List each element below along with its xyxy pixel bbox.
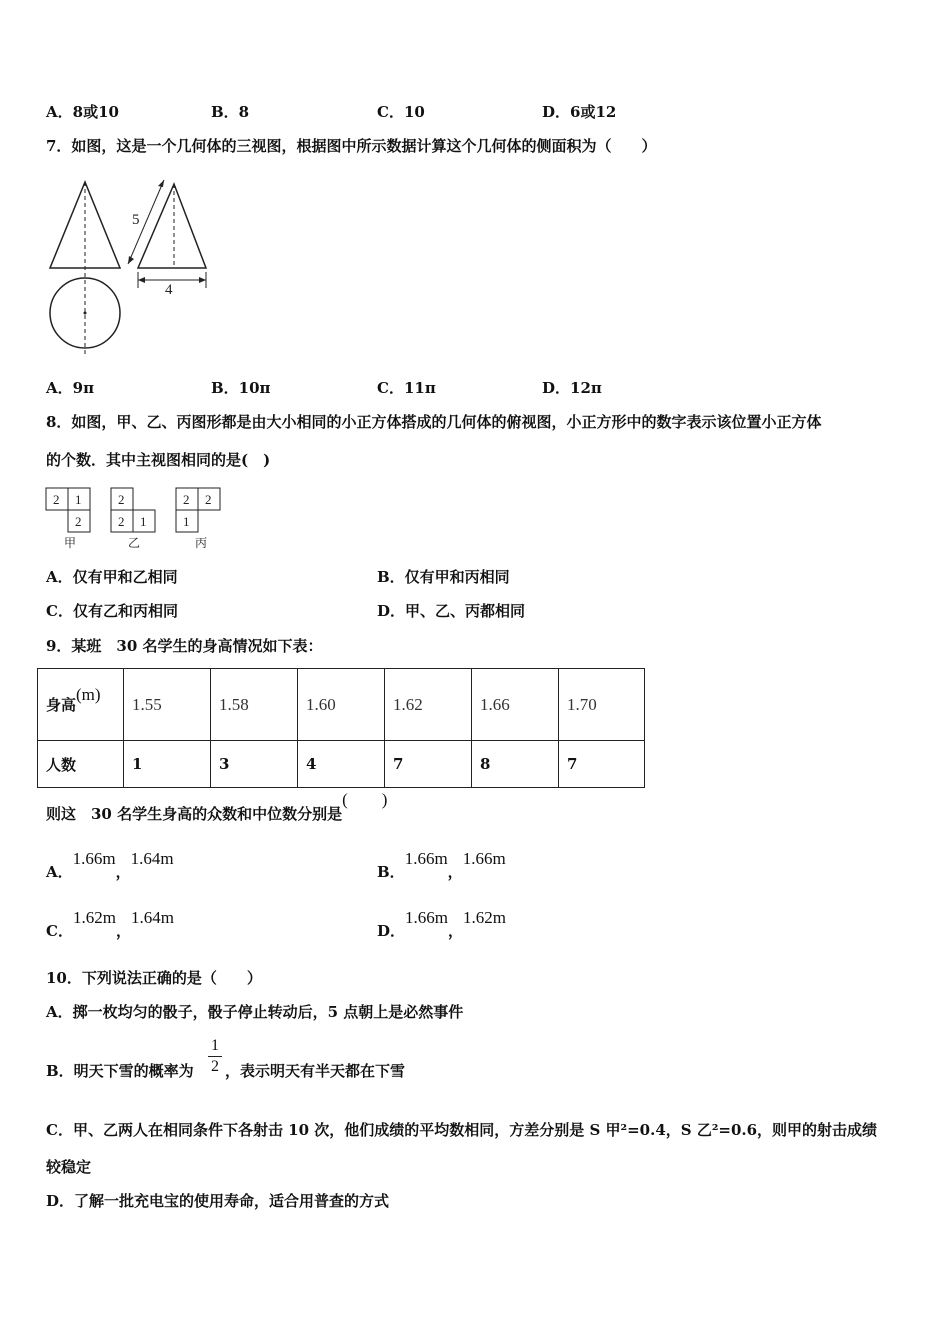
top-view-center bbox=[84, 312, 87, 315]
q8-stem-line2: 的个数．其中主视图相同的是( ) bbox=[46, 451, 271, 469]
q7-option-d: D．12π bbox=[542, 379, 602, 397]
q10-option-c-line2: 较稳定 bbox=[46, 1158, 92, 1176]
q10-stem: 10．下列说法正确的是（ ） bbox=[46, 969, 262, 987]
q9-option-a-v2: 1.64m bbox=[130, 849, 174, 868]
q7-option-a: A．9π bbox=[46, 379, 95, 397]
count-cell: 3 bbox=[211, 741, 298, 788]
height-cell: 1.60 bbox=[298, 669, 385, 741]
slant-label: 5 bbox=[132, 212, 140, 228]
q10-option-a: A．掷一枚均匀的骰子，骰子停止转动后，5 点朝上是必然事件 bbox=[46, 1003, 464, 1021]
q9-option-b-v1: 1.66m bbox=[404, 849, 448, 868]
height-table bbox=[37, 668, 645, 788]
table-row-heights bbox=[38, 669, 645, 741]
count-cell: 8 bbox=[472, 741, 559, 788]
jia-top-right-count: 1 bbox=[75, 492, 82, 507]
q9-option-d-letter: D． bbox=[377, 922, 406, 940]
count-cell: 1 bbox=[124, 741, 211, 788]
bing-top-left-count: 2 bbox=[183, 492, 190, 507]
q7-option-b: B．10π bbox=[211, 379, 271, 397]
bing-top-right-count: 2 bbox=[205, 492, 212, 507]
q6-option-d: D．6或12 bbox=[542, 103, 617, 121]
q9-option-d-v2: 1.62m bbox=[463, 908, 506, 927]
base-label: 4 bbox=[165, 282, 173, 298]
q7-three-view-figure bbox=[40, 172, 230, 362]
q10-option-c-line1: C．甲、乙两人在相同条件下各射击 10 次，他们成绩的平均数相同，方差分别是 S 甲²=0.4，S 乙²=0.6，则甲的射击成绩 bbox=[46, 1121, 878, 1139]
q8-top-views-figure bbox=[40, 484, 240, 554]
height-cell: 1.55 bbox=[124, 669, 211, 741]
count-cell: 4 bbox=[298, 741, 385, 788]
fraction-bar bbox=[208, 1056, 222, 1057]
height-cell: 1.70 bbox=[559, 669, 645, 741]
q8-option-a: A．仅有甲和乙相同 bbox=[46, 568, 178, 586]
jia-top-left-count: 2 bbox=[53, 492, 60, 507]
table-row-counts bbox=[38, 741, 645, 788]
q8-option-d: D．甲、乙、丙都相同 bbox=[377, 602, 526, 620]
q9-question-paren: ( ) bbox=[342, 790, 388, 809]
q9-option-c-v1: 1.62m bbox=[72, 908, 116, 927]
q9-option-a-letter: A． bbox=[46, 863, 73, 881]
q6-option-c: C．10 bbox=[377, 103, 425, 121]
q9-question bbox=[46, 790, 388, 824]
q9-stem: 9．某班 30 名学生的身高情况如下表： bbox=[46, 637, 323, 655]
yi-bottom-left-count: 2 bbox=[118, 514, 125, 529]
jia-label: 甲 bbox=[64, 536, 77, 550]
figure-jia bbox=[46, 488, 90, 550]
q6-option-a: A．8或10 bbox=[46, 103, 119, 121]
q9-option-b-v2: 1.66m bbox=[462, 849, 506, 868]
q9-option-b bbox=[377, 849, 506, 882]
height-cell: 1.66 bbox=[472, 669, 559, 741]
base-arrow-right bbox=[199, 277, 206, 283]
row1-unit: (m) bbox=[76, 685, 101, 704]
q10-option-b-rest: ，表示明天有半天都在下雪 bbox=[225, 1062, 406, 1080]
q9-option-b-sep: ， bbox=[447, 863, 463, 881]
base-arrow-left bbox=[138, 277, 145, 283]
q10-option-d: D．了解一批充电宝的使用寿命，适合用普查的方式 bbox=[46, 1192, 390, 1210]
q9-option-b-letter: B． bbox=[377, 863, 405, 881]
count-cell: 7 bbox=[559, 741, 645, 788]
yi-top-left-count: 2 bbox=[118, 492, 125, 507]
q9-option-c bbox=[46, 908, 174, 941]
slant-arrow-bottom bbox=[128, 256, 134, 264]
q7-option-c: C．11π bbox=[377, 379, 436, 397]
q9-option-d-sep: ， bbox=[448, 922, 464, 940]
q9-option-c-sep: ， bbox=[115, 922, 131, 940]
count-cell: 7 bbox=[385, 741, 472, 788]
q8-option-b: B．仅有甲和丙相同 bbox=[377, 568, 510, 586]
row1-label: 身高 bbox=[46, 696, 77, 714]
q10-b-fraction bbox=[206, 1037, 224, 1076]
jia-bottom-right-count: 2 bbox=[75, 514, 82, 529]
height-cell: 1.62 bbox=[385, 669, 472, 741]
q9-question-text: 则这 30 名学生身高的众数和中位数分别是 bbox=[46, 805, 343, 823]
fraction-denominator: 2 bbox=[211, 1058, 219, 1075]
q6-option-b: B．8 bbox=[211, 103, 250, 121]
q9-option-a bbox=[46, 849, 174, 882]
q10-option-b-text: B．明天下雪的概率为 bbox=[46, 1062, 194, 1080]
figure-yi bbox=[111, 488, 155, 550]
height-cell: 1.58 bbox=[211, 669, 298, 741]
row2-label: 人数 bbox=[38, 741, 124, 788]
yi-bottom-right-count: 1 bbox=[140, 514, 147, 529]
q9-option-c-letter: C． bbox=[46, 922, 73, 940]
bing-bottom-left-count: 1 bbox=[183, 514, 190, 529]
bing-label: 丙 bbox=[195, 536, 208, 550]
q9-option-d bbox=[377, 908, 506, 941]
q9-option-c-v2: 1.64m bbox=[130, 908, 174, 927]
q7-stem: 7．如图，这是一个几何体的三视图，根据图中所示数据计算这个几何体的侧面积为（ ） bbox=[46, 137, 657, 155]
figure-bing bbox=[176, 488, 220, 550]
table-row1-header bbox=[38, 669, 124, 741]
fraction-numerator: 1 bbox=[211, 1037, 219, 1054]
q8-option-c: C．仅有乙和丙相同 bbox=[46, 602, 178, 620]
yi-label: 乙 bbox=[128, 536, 141, 550]
q9-option-a-sep: ， bbox=[115, 863, 131, 881]
q9-option-d-v1: 1.66m bbox=[405, 908, 448, 927]
side-view-triangle bbox=[138, 184, 206, 268]
q8-stem-line1: 8．如图，甲、乙、丙图形都是由大小相同的小正方体搭成的几何体的俯视图，小正方形中的数字表示该位置小正方体 bbox=[46, 413, 822, 431]
slant-arrow-top bbox=[158, 180, 164, 187]
q9-option-a-v1: 1.66m bbox=[72, 849, 116, 868]
